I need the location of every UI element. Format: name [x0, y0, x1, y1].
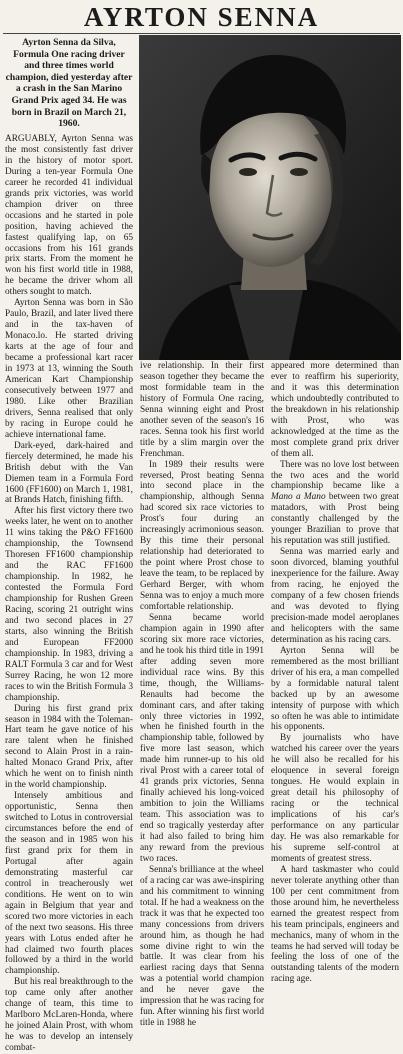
emphasis: Mano a Mano — [271, 492, 326, 503]
paragraph: By journalists who have watched his career over the years he will also be recalled for his eloquence in several foreign tongues. He would explain in great detail his philosophy of racing or the technical implications of his car's performance on any particular day. He was also remarkable for his supreme self-control at moments of greatest stress. — [271, 733, 399, 864]
article-column-3 — [271, 361, 399, 1037]
paragraph: A hard taskmaster who could never tolerate anything other than 100 per cent commitment from those around him, he nevertheless earned the greatest respect from his team principals, engineers and mechanics, many of whom in the teams he had served will today be feeling the loss of one of the outstanding talents of the modern racing age. — [271, 864, 399, 985]
text-run: between two great matadors, with Prost being constantly challenged by the younger Brazilian to prove that his reputation was still justified. — [271, 492, 399, 547]
text-run: There was no love lost between the two aces and the world championship became like a — [271, 459, 399, 492]
article-column-2 — [140, 361, 264, 1037]
paragraph: Ayrton Senna will be remembered as the most brilliant driver of his era, a man compelled by a formidable natural talent backed up by an awesome intensity of purpose with which so often he was able to intimidate his opponents. — [271, 645, 399, 733]
paragraph: Dark-eyed, dark-haired and fiercely determined, he made his British debut with the Van Diemen team in a Formula Ford 1600 (FF1600) on March 1, 1981, at Brands Hatch, finishing fifth. — [5, 440, 133, 506]
paragraph: But his real breakthrough to the top came only after another change of team, this time to Marlboro McLaren-Honda, where he joined Alain Prost, with whom he was to develop an intensely combat- — [5, 977, 133, 1054]
headline: AYRTON SENNA — [83, 2, 320, 32]
headline-rule — [3, 33, 400, 34]
standfirst: Ayrton Senna da Silva, Formula One racing driver and three times world champion, died yesterday after a crash in the San Marino Grand Prix aged 34. He was born in Brazil on March 21, 1960. — [5, 37, 133, 130]
paragraph: appeared more determined than ever to reaffirm his superiority, and it was this determination which undoubtedly contributed to the breakdown in his relationship with Prost, who was acknowledged at the time as the most complete grand prix driver of them all. — [271, 361, 399, 459]
paragraph: Intensely ambitious and opportunistic, Senna then switched to Lotus in controversial circumstances before the end of the season and in 1985 won his first grand prix for them in Portugal after again demonstrating masterful car control in treacherously wet conditions. He went on to win again in Belgium that year and scored two more victories in each of the next two seasons. His three years with Lotus ended after he had claimed two fourth places followed by a third in the world championship. — [5, 791, 133, 977]
paragraph: Senna was married early and soon divorced, blaming youthful inexperience for the failure. Away from racing, he enjoyed the company of a few chosen friends and was devoted to flying precision-made model aeroplanes and helicopters with the same determination as his racing cars. — [271, 547, 399, 645]
paragraph: Ayrton Senna was born in São Paulo, Brazil, and later lived there and in the tax-haven of Monaco.lo. He started driving karts at the age of four and became a professional kart racer in 1973 at 13, winning the South American Kart Championship consecutively between 1977 and 1980. Like other Brazilian drivers, Senna realised that only by racing in Europe could he achieve international fame. — [5, 298, 133, 440]
paragraph — [271, 460, 399, 548]
portrait-photo — [139, 35, 401, 360]
portrait-image — [139, 35, 401, 360]
paragraph: In 1989 their results were reversed, Prost beating Senna into second place in the championship, although Senna had scored six race victories to Prost's four during an increasingly acrimonious season. By this time their personal relationship had deteriorated to the point where Prost chose to leave the team, to be replaced by Gerhard Berger, with whom Senna was to enjoy a much more comfortable relationship. — [140, 459, 264, 612]
paragraph: Senna's brilliance at the wheel of a racing car was awe-inspiring and his commitment to winning total. If he had a weakness on the track it was that he expected too many concessions from drivers around him, as though he had some divine right to win the battle. It was clear from his earliest racing days that Senna was a potential world champion and he never gave the impression that he was racing for fun. After winning his first world title in 1988 he — [140, 864, 264, 1029]
paragraph: ive relationship. In their first season together they became the most formidable team in the history of Formula One racing, Senna winning eight and Prost another seven of the season's 16 races. Senna took his first world title by a slim margin over the Frenchman. — [140, 361, 264, 459]
paragraph: During his first grand prix season in 1984 with the Toleman-Hart team he gave notice of his rare talent when he finished second to Alain Prost in a rain-halted Monaco Grand Prix, after which he went on to finish ninth in the world championship. — [5, 703, 133, 791]
paragraph: ARGUABLY, Ayrton Senna was the most consistently fast driver in the history of motor sport. During a ten-year Formula One career he recorded 41 individual grands prix victories, was world champion driver on three occasions and he started in pole position, having achieved the fastest qualifying lap, on 65 occasions from his 161 grands prix starts. From the moment he won his first world title in 1988, he became the driver whom all others sought to match. — [5, 134, 133, 298]
paragraph: After his first victory there two weeks later, he went on to another 11 wins taking the P&O FF1600 championship, the Townsend Thoresen FF1600 championship and the RAC FF1600 championship. In 1982, he contested the Formula Ford championship for Rushen Green Racing, scoring 21 outright wins and two second places in 27 starts, also winning the British and European FF2000 championship. In 1983, driving a RALT Formula 3 car and for West Surrey Racing, he won 12 more races to win the British Formula 3 championship. — [5, 506, 133, 703]
article-column-1 — [5, 134, 133, 1054]
paragraph: Senna became world champion again in 1990 after scoring six more race victories, and he took his third title in 1991 after adding seven more individual race wins. By this time, though, the Williams-Renaults had become the dominant cars, and after taking only three victories in 1992, when he finished fourth in the championship table, followed by five more last season, which made him runner-up to his old rival Prost with a career total of 41 grands prix victories, Senna finally achieved his long-voiced ambition to join the Williams team. This association was to end so tragically yesterday after it had also failed to bring him any reward from the previous two races. — [140, 612, 264, 864]
